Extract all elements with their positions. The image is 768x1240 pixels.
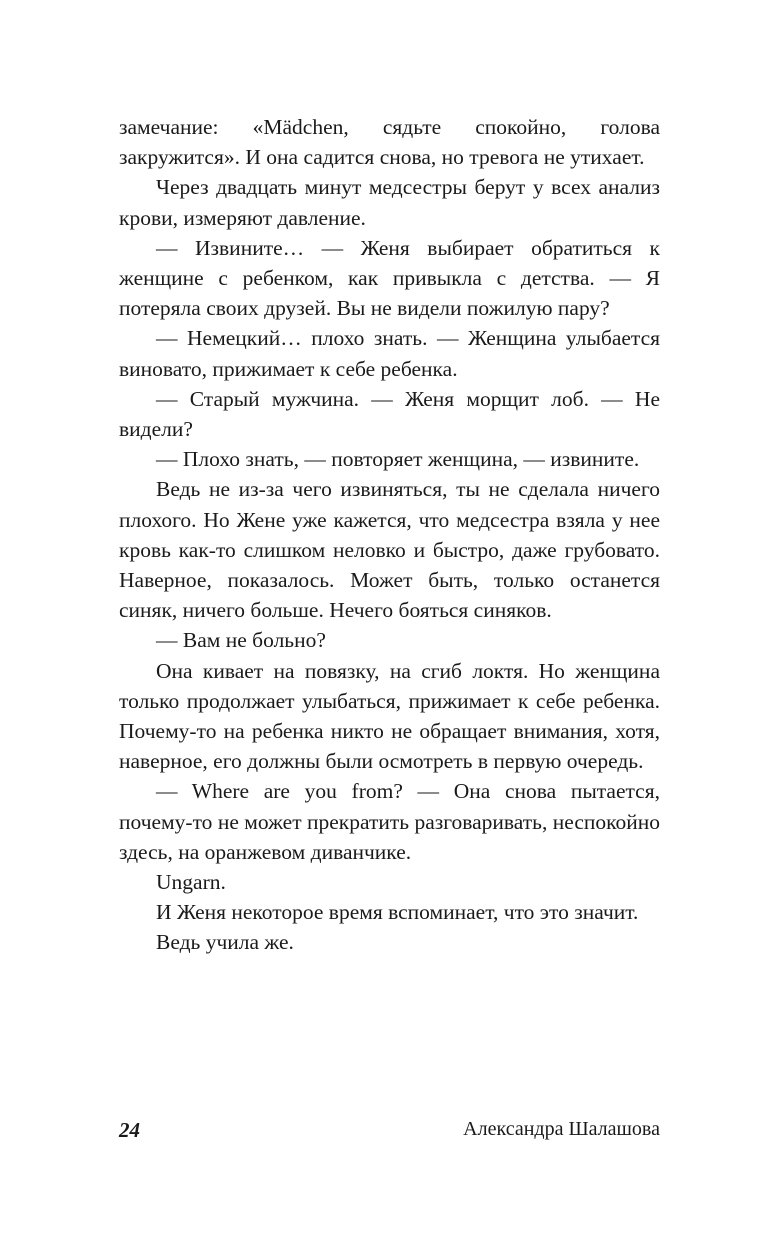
paragraph: И Женя некоторое время вспоминает, что это значит. bbox=[156, 900, 639, 925]
page-number: 24 bbox=[119, 1118, 140, 1142]
paragraph: — Извините… — Женя выбирает обратиться к женщине с ребенком, как привыкла с детства. — Я потеряла своих друзей. Вы не видели пожилую пару? bbox=[119, 235, 660, 321]
paragraph: Она кивает на повязку, на сгиб локтя. Но женщина только продолжает улыбаться, прижимает к себе ребенка. Почему-то на ребенка никто не обращает внимания, хотя, наверное, его должны были осмотреть в первую очередь. bbox=[119, 658, 660, 774]
paragraph: Через двадцать минут медсестры берут у всех анализ крови, измеряют давление. bbox=[119, 175, 660, 230]
page-footer bbox=[119, 1118, 660, 1150]
paragraph: — Плохо знать, — повторяет женщина, — извините. bbox=[156, 447, 640, 472]
paragraph: замечание: «Mädchen, сядьте спокойно, голова закружится». И она садится снова, но тревога не утихает. bbox=[119, 115, 660, 170]
paragraph: — Немецкий… плохо знать. — Женщина улыбается виновато, прижимает к себе ребенка. bbox=[119, 326, 660, 381]
paragraph: — Вам не больно? bbox=[156, 628, 326, 653]
paragraph: — Старый мужчина. — Женя морщит лоб. — Не видели? bbox=[119, 386, 660, 442]
running-footer-author: Александра Шалашова bbox=[463, 1118, 660, 1140]
paragraph: Ведь учила же. bbox=[156, 930, 294, 955]
paragraph: Ungarn. bbox=[156, 870, 226, 895]
paragraph: Ведь не из-за чего извиняться, ты не сделала ничего плохого. Но Жене уже кажется, что медсестра взяла у нее кровь как-то слишком неловко и быстро, даже грубовато. Наверное, показалось. Может быть, только останется синяк, ничего больше. Нечего бояться синяков. bbox=[119, 477, 660, 623]
paragraph: — Where are you from? — Она снова пытается, почему-то не может прекратить разговаривать, неспокойно здесь, на оранжевом диванчике. bbox=[119, 779, 660, 864]
body-text bbox=[119, 112, 660, 958]
